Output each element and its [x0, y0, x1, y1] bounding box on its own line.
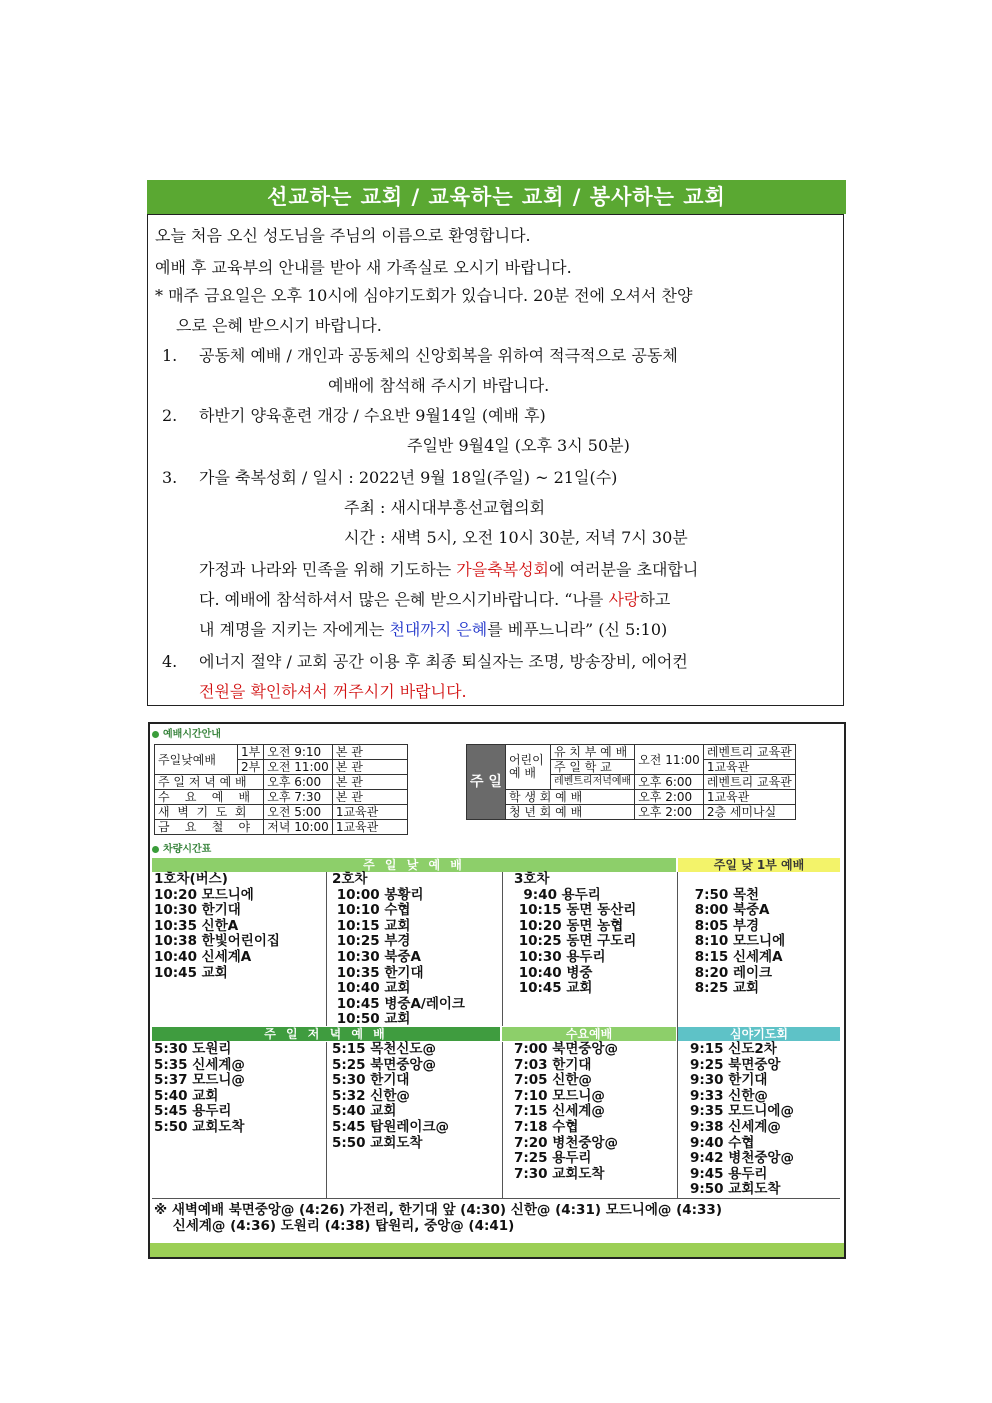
sunday-evening-label: 주 일 저 녁 예 배: [155, 775, 264, 790]
part-1-place: 본 관: [332, 745, 407, 760]
part-2-time: 오전 11:00: [264, 760, 333, 775]
page-banner: 선교하는 교회 / 교육하는 교회 / 봉사하는 교회: [147, 180, 846, 214]
divider: [677, 872, 678, 1198]
item-2-line-b: 주일반 9월4일 (오후 3시 50분): [407, 436, 630, 455]
header-night-prayer: 심야기도회: [678, 1027, 840, 1041]
friday-line-2: 으로 은혜 받으시기 바랍니다.: [176, 316, 382, 335]
schedule-box: [148, 722, 846, 1259]
header-sunday-first: 주일 낮 1부 예배: [678, 858, 840, 872]
wednesday-place: 본 관: [332, 790, 407, 805]
divider: [502, 872, 503, 1026]
friday-vigil-label: 금 요 철 야: [155, 820, 264, 835]
bus-route-2: 2호차 10:00 봉황리 10:10 수협 10:15 교회 10:25 부경 10:30 북중A 10:35 한기대 10:40 교회 10:45 병중A/레이크 10:50 교회: [332, 871, 465, 1028]
grace-highlight: 천대까지 은혜: [389, 620, 488, 639]
bullet-icon: [152, 731, 159, 738]
item-1-number: 1.: [162, 346, 178, 365]
item-2-line-a: 하반기 양육훈련 개강 / 수요반 9월14일 (예배 후): [199, 406, 546, 425]
bullet-icon: [152, 846, 159, 853]
item-3-e-post: 하고: [639, 590, 671, 609]
divider: [326, 1042, 327, 1198]
item-4-line-b: 전원을 확인하셔서 꺼주시기 바랍니다.: [199, 682, 467, 701]
youth-service-place: 2층 세미나실: [703, 805, 795, 820]
wednesday-label: 수 요 예 배: [155, 790, 264, 805]
item-4-line-a: 에너지 절약 / 교회 공간 이용 후 최종 퇴실자는 조명, 방송장비, 에어컨: [199, 652, 688, 671]
item-2-number: 2.: [162, 406, 178, 425]
dawn-prayer-place: 1교육관: [332, 805, 407, 820]
evening-route-2: 5:15 목천신도@ 5:25 북면중앙@ 5:30 한기대 5:32 신한@ 5:40 교회 5:45 탑원레이크@ 5:50 교회도착: [332, 1041, 449, 1151]
item-3-line-a: 가을 축복성회 / 일시 : 2022년 9월 18일(주일) ~ 21일(수): [199, 468, 618, 487]
item-3-line-e: [199, 585, 670, 615]
dawn-bus-footnote: [154, 1202, 840, 1234]
sunday-school-place: 1교육관: [703, 760, 795, 775]
event-name-highlight: 가을축복성회: [456, 560, 550, 579]
item-3-e-pre: 다. 예배에 참석하셔서 많은 은혜 받으시기바랍니다. “나를: [199, 590, 609, 609]
leventree-evening-place: 레벤트리 교육관: [703, 775, 795, 790]
friday-line-1: * 매주 금요일은 오후 10시에 심야기도회가 있습니다. 20분 전에 오셔서 찬양: [155, 286, 693, 305]
worship-table-left: [154, 744, 408, 835]
kids-service-label: 어린이 예 배: [505, 745, 550, 790]
item-1-line-a: 공동체 예배 / 개인과 공동체의 신앙회복을 위하여 적극적으로 공동체: [199, 346, 678, 365]
item-3-f-pre: 내 계명을 지키는 자에게는: [199, 620, 390, 639]
item-3-number: 3.: [162, 468, 178, 487]
sunday-evening-place: 본 관: [332, 775, 407, 790]
bus-route-early: 7:50 목천 8:00 북중A 8:05 부경 8:10 모드니에 8:15 신세계A 8:20 레이크 8:25 교회: [694, 886, 786, 997]
worship-title-text: 예배시간안내: [163, 729, 221, 740]
sunday-school-label: 주 일 학 교: [550, 760, 634, 775]
student-service-place: 1교육관: [703, 790, 795, 805]
item-3-line-c: 시간 : 새벽 5시, 오전 10시 30분, 저녁 7시 30분: [344, 528, 688, 547]
header-sunday-day: 주 일 낮 예 배: [152, 858, 676, 872]
divider: [152, 1198, 840, 1199]
evening-route-1: 5:30 도원리 5:35 신세계@ 5:37 모드니@ 5:40 교회 5:45 용두리 5:50 교회도착: [154, 1041, 245, 1135]
student-service-time: 오후 2:00: [635, 790, 704, 805]
welcome-line-2: 예배 후 교육부의 안내를 받아 새 가족실로 오시기 바랍니다.: [155, 258, 572, 277]
bus-title-text: 차량시간표: [163, 844, 212, 855]
sunday-side-label: 주 일: [467, 745, 506, 820]
kinder-label: 유 치 부 예 배: [550, 745, 634, 760]
sunday-evening-time: 오후 6:00: [264, 775, 333, 790]
notice-box: [147, 214, 844, 706]
footnote-line-1: ※ 새벽예배 북면중앙@ (4:26) 가전리, 한기대 앞 (4:30) 신한@ (4:31) 모드니에@ (4:33): [154, 1202, 722, 1218]
worship-section-title: [152, 729, 282, 741]
item-3-d-pre: 가정과 나라와 민족을 위해 기도하는: [199, 560, 457, 579]
sunday-service-label: 주일낮예배: [155, 745, 238, 775]
kinder-time: 오전 11:00: [635, 745, 704, 775]
leventree-evening-label: 레벤트리저녁예배: [550, 775, 634, 790]
item-3-d-post: 에 여러분을 초대합니: [549, 560, 699, 579]
friday-vigil-place: 1교육관: [332, 820, 407, 835]
item-3-line-f: [199, 615, 667, 645]
wednesday-route: 7:00 북면중앙@ 7:03 한기대 7:05 신한@ 7:10 모드니@ 7:15 신세계@ 7:18 수협 7:20 병천중앙@ 7:25 용두리 7:30 교회도착: [514, 1041, 618, 1182]
bus-section-title: [152, 844, 282, 856]
friday-vigil-time: 저녁 10:00: [264, 820, 333, 835]
night-prayer-route: 9:15 신도2차 9:25 북면중앙 9:30 한기대 9:33 신한@ 9:35 모드니에@ 9:38 신세계@ 9:40 수협 9:42 병천중앙@ 9:45 용두리 9:50 교회도착: [690, 1041, 794, 1198]
love-highlight: 사랑: [608, 590, 640, 609]
item-3-f-post: 를 베푸느니라” (신 5:10): [487, 620, 668, 639]
student-service-label: 학 생 회 예 배: [505, 790, 634, 805]
dawn-prayer-time: 오전 5:00: [264, 805, 333, 820]
youth-service-time: 오후 2:00: [635, 805, 704, 820]
footnote-line-2: 신세계@ (4:36) 도원리 (4:38) 탑원리, 중앙@ (4:41): [154, 1218, 515, 1234]
item-3-line-d: [199, 555, 698, 585]
bottom-bar: [150, 1243, 844, 1257]
welcome-line-1: 오늘 처음 오신 성도님을 주님의 이름으로 환영합니다.: [155, 226, 531, 245]
header-sunday-evening: 주 일 저 녁 예 배: [152, 1027, 500, 1041]
part-1-label: 1부: [238, 745, 264, 760]
item-3-line-b: 주최 : 새시대부흥선교협의회: [344, 498, 546, 517]
divider: [326, 872, 327, 1026]
youth-service-label: 청 년 회 예 배: [505, 805, 634, 820]
divider: [502, 1042, 503, 1198]
wednesday-time: 오후 7:30: [264, 790, 333, 805]
item-4-number: 4.: [162, 652, 178, 671]
item-1-line-b: 예배에 참석해 주시기 바랍니다.: [328, 376, 550, 395]
part-2-place: 본 관: [332, 760, 407, 775]
bus-route-3: 3호차 9:40 용두리 10:15 동면 동산리 10:20 동면 농협 10:25 동면 구도리 10:30 용두리 10:40 병중 10:45 교회: [514, 871, 637, 997]
header-wednesday: 수요예배: [502, 1027, 676, 1041]
part-1-time: 오전 9:10: [264, 745, 333, 760]
kinder-place: 레벤트리 교육관: [703, 745, 795, 760]
part-2-label: 2부: [238, 760, 264, 775]
dawn-prayer-label: 새 벽 기 도 회: [155, 805, 264, 820]
bus-route-1: 1호차(버스) 10:20 모드니에 10:30 한기대 10:35 신한A 10:38 한빛어린이집 10:40 신세계A 10:45 교회: [154, 871, 280, 981]
worship-table-right: [466, 744, 796, 820]
leventree-evening-time: 오후 6:00: [635, 775, 704, 790]
